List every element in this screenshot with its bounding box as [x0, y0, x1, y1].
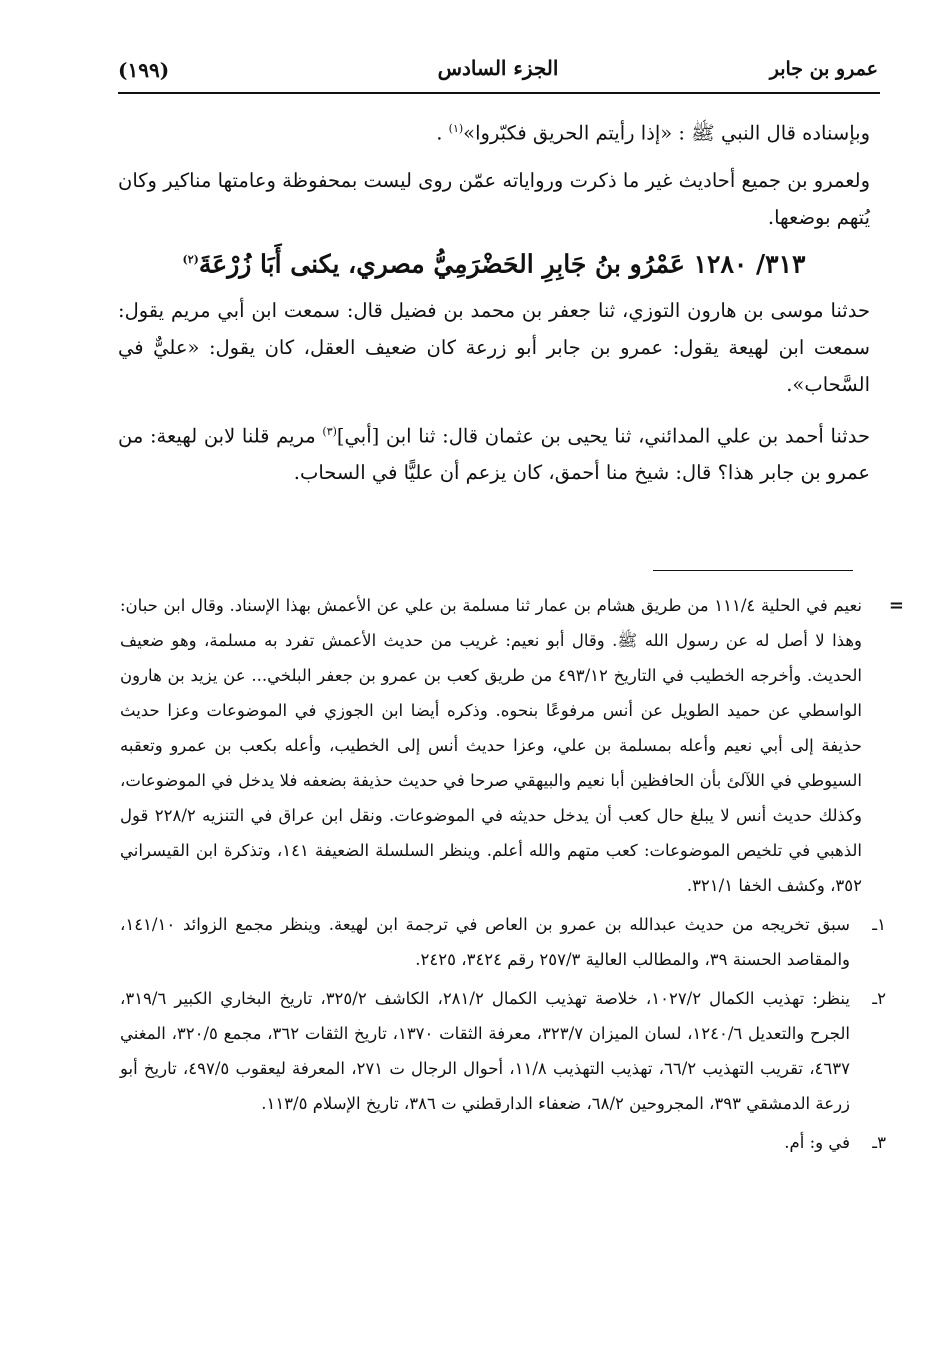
footnote-ref-3: (٣)	[322, 424, 337, 438]
paragraph-hadith: وبإسناده قال النبي ﷺ : «إذا رأيتم الحريق فكبّروا»$^{(١)}$ .	[436, 121, 870, 145]
footnote-ref-2: (٢)	[182, 252, 199, 266]
page-number: (١٩٩)	[118, 58, 170, 82]
paragraph-commentary: ولعمرو بن جميع أحاديث غير ما ذكرت ورواياته عمّن روى ليست بمحفوظة وعامتها مناكير وكان يُتهم بوضعها.	[118, 168, 870, 229]
entry-heading: ٣١٣/ ١٢٨٠ عَمْرُو بنُ جَابِرِ الحَضْرَمِيُّ مصري، يكنى أَبَا زُرْعَةَ$^{(٢)}$	[182, 248, 806, 278]
footnote-item-2: ٢ـ ينظر: تهذيب الكمال ١٠٢٧/٢، خلاصة تهذيب الكمال ٢٨١/٢، الكاشف ٣٢٥/٢، تاريخ البخاري الكبير ٣١٩/٦، الجرح والتعديل ١٢٤٠/٦، لسان الميزان ٣٢٣/٧، معرفة الثقات ١٣٧٠، تاريخ الثقات ٣٦٢، مجمع ٣٢٠/٥، المغني ٤٦٣٧، تقريب التهذيب ٦٦/٢، تهذيب التهذيب ١١/٨، أحوال الرجال ت ٢٧١، المعرفة ليعقوب ٤٩٧/٥، تاريخ أبو زرعة الدمشقي ٣٩٣، المجروحين ٦٨/٢، ضعفاء الدارقطني ت ٣٨٦، تاريخ الإسلام ١١٣/٥.	[120, 981, 872, 1121]
running-title-volume: الجزء السادس	[437, 56, 559, 80]
footnote-number: ٢ـ	[872, 989, 886, 1008]
paragraph-narration-1: حدثنا موسى بن هارون التوزي، ثنا جعفر بن محمد بن فضيل قال: سمعت ابن أبي مريم يقول: سمعت ابن لهيعة يقول: عمرو بن جابر أبو زرعة كان ضعيف العقل، كان يقول: «عليٌّ في السَّحاب».	[118, 298, 870, 396]
footnote-divider	[653, 570, 853, 571]
header-divider	[118, 92, 880, 94]
footnote-number: ٣ـ	[872, 1133, 886, 1152]
main-text	[118, 110, 870, 491]
footnotes-section	[120, 588, 904, 1160]
page-header	[118, 52, 878, 92]
paragraph-narration-2: حدثنا أحمد بن علي المدائني، ثنا يحيى بن عثمان قال: ثنا ابن [أبي]$^{(٣)}$ مريم قلنا لابن لهيعة: من عمرو بن جابر هذا؟ قال: شيخ منا أحمق، كان يزعم أن عليًّا في السحاب.	[118, 424, 871, 485]
running-title-author: عمرو بن جابر	[769, 58, 878, 80]
continuation-marker: =	[888, 595, 904, 616]
footnote-number: ١ـ	[872, 915, 886, 934]
footnote-ref-1: (١)	[448, 122, 464, 135]
footnote-item-3: ٣ـ في و: أم.	[120, 1125, 872, 1160]
footnote-item-1: ١ـ سبق تخريجه من حديث عبدالله بن عمرو بن العاص في ترجمة ابن لهيعة. وينظر مجمع الزوائد ١٤١/١٠، والمقاصد الحسنة ٣٩، والمطالب العالية ٢٥٧/٣ رقم ٣٤٢٤، ٢٤٢٥.	[120, 907, 872, 977]
footnote-continuation: = نعيم في الحلية ١١١/٤ من طريق هشام بن عمار ثنا مسلمة بن علي عن الأعمش بهذا الإسناد. وقال ابن حبان: وهذا لا أصل له عن رسول الله ﷺ. وقال أبو نعيم: غريب من حديث الأعمش تفرد به مسلمة، وهو ضعيف الحديث. وأخرجه الخطيب في التاريخ ٤٩٣/١٢ من طريق كعب بن عمرو بن جعفر البلخي... عن يزيد بن هارون الواسطي عن حميد الطويل عن أنس مرفوعًا بنحوه. وذكره أيضا ابن الجوزي في الموضوعات وعزا حديث حذيفة إلى أبي نعيم وأعله بمسلمة بن علي، وعزا حديث أنس إلى الخطيب، وأعله بكعب بن عمرو وتعقبه السيوطي في اللآلئ بأن الحافظين أبا نعيم والبيهقي صرحا في حديث حذيفة بضعفه فلا يدخل في الموضوعات، وكذلك حديث أنس لا يبلغ حال كعب أن يدخل حديثه في الموضوعات. ونقل ابن عراق في التنزيه ٢٢٨/٢ قول الذهبي في تلخيص الموضوعات: كعب متهم والله أعلم. وينظر السلسلة الضعيفة ١٤١، وتذكرة ابن القيسراني ٣٥٢، وكشف الخفا ٣٢١/١.	[120, 588, 872, 903]
